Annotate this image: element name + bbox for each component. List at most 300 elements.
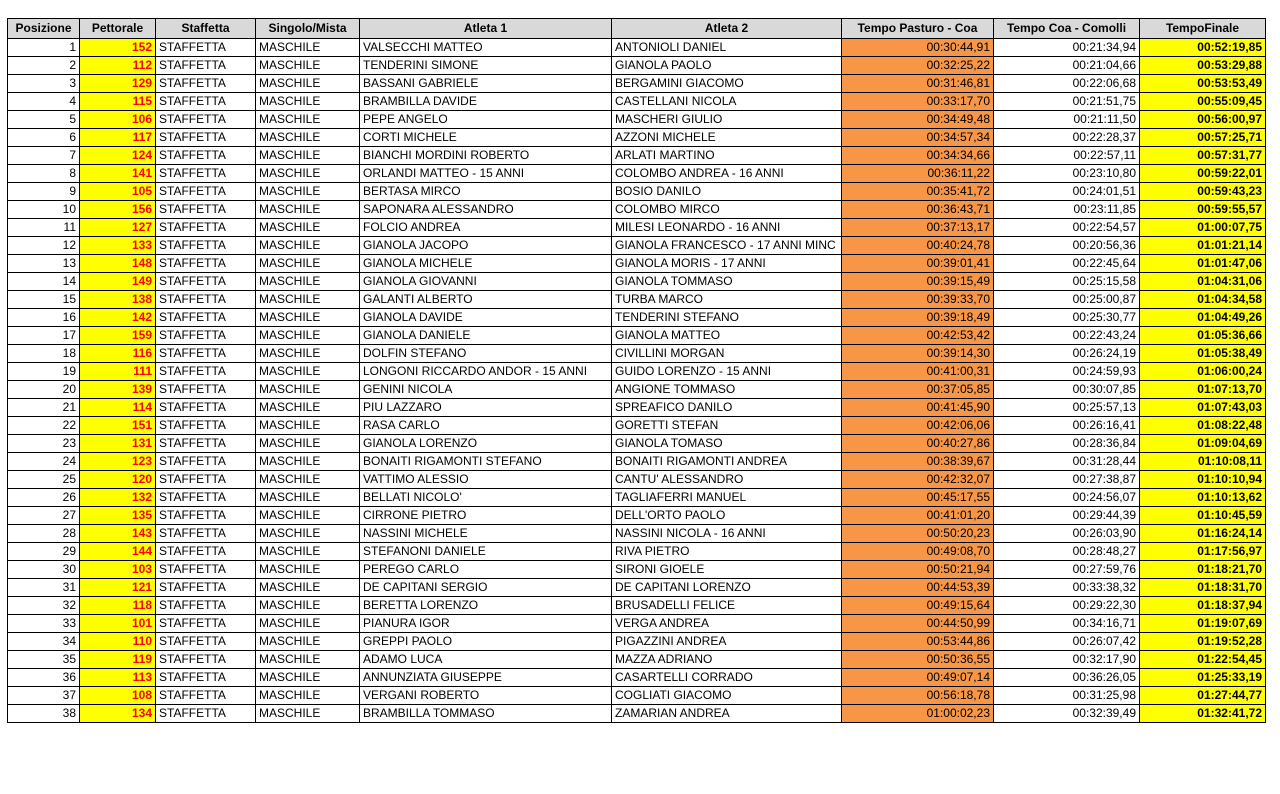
bib-cell[interactable]: 152	[80, 39, 156, 57]
leg2-time-cell[interactable]: 00:25:15,58	[994, 273, 1140, 291]
leg1-time-cell[interactable]: 00:49:15,64	[842, 597, 994, 615]
type-cell[interactable]: MASCHILE	[256, 273, 360, 291]
final-time-cell[interactable]: 01:25:33,19	[1140, 669, 1266, 687]
athlete1-cell[interactable]: GIANOLA DAVIDE	[360, 309, 612, 327]
final-time-cell[interactable]: 01:18:37,94	[1140, 597, 1266, 615]
athlete1-cell[interactable]: DE CAPITANI SERGIO	[360, 579, 612, 597]
category-cell[interactable]: STAFFETTA	[156, 453, 256, 471]
bib-cell[interactable]: 132	[80, 489, 156, 507]
category-cell[interactable]: STAFFETTA	[156, 57, 256, 75]
final-time-cell[interactable]: 00:56:00,97	[1140, 111, 1266, 129]
bib-cell[interactable]: 151	[80, 417, 156, 435]
bib-cell[interactable]: 105	[80, 183, 156, 201]
type-cell[interactable]: MASCHILE	[256, 345, 360, 363]
final-time-cell[interactable]: 01:10:10,94	[1140, 471, 1266, 489]
leg2-time-cell[interactable]: 00:26:24,19	[994, 345, 1140, 363]
category-cell[interactable]: STAFFETTA	[156, 327, 256, 345]
type-cell[interactable]: MASCHILE	[256, 507, 360, 525]
leg2-time-cell[interactable]: 00:27:38,87	[994, 471, 1140, 489]
position-cell[interactable]: 35	[8, 651, 80, 669]
bib-cell[interactable]: 142	[80, 309, 156, 327]
position-cell[interactable]: 23	[8, 435, 80, 453]
leg1-time-cell[interactable]: 00:35:41,72	[842, 183, 994, 201]
position-cell[interactable]: 6	[8, 129, 80, 147]
bib-cell[interactable]: 139	[80, 381, 156, 399]
athlete2-cell[interactable]: CASARTELLI CORRADO	[612, 669, 842, 687]
leg1-time-cell[interactable]: 00:40:27,86	[842, 435, 994, 453]
athlete1-cell[interactable]: BRAMBILLA DAVIDE	[360, 93, 612, 111]
type-cell[interactable]: MASCHILE	[256, 543, 360, 561]
final-time-cell[interactable]: 01:18:21,70	[1140, 561, 1266, 579]
leg1-time-cell[interactable]: 00:39:14,30	[842, 345, 994, 363]
category-cell[interactable]: STAFFETTA	[156, 471, 256, 489]
final-time-cell[interactable]: 01:10:13,62	[1140, 489, 1266, 507]
leg1-time-cell[interactable]: 00:39:18,49	[842, 309, 994, 327]
athlete1-cell[interactable]: GIANOLA JACOPO	[360, 237, 612, 255]
bib-cell[interactable]: 115	[80, 93, 156, 111]
final-time-cell[interactable]: 01:22:54,45	[1140, 651, 1266, 669]
header-final-time[interactable]: TempoFinale	[1140, 19, 1266, 39]
leg2-time-cell[interactable]: 00:25:00,87	[994, 291, 1140, 309]
category-cell[interactable]: STAFFETTA	[156, 579, 256, 597]
type-cell[interactable]: MASCHILE	[256, 39, 360, 57]
athlete1-cell[interactable]: PIANURA IGOR	[360, 615, 612, 633]
athlete2-cell[interactable]: RIVA PIETRO	[612, 543, 842, 561]
leg2-time-cell[interactable]: 00:33:38,32	[994, 579, 1140, 597]
final-time-cell[interactable]: 00:59:43,23	[1140, 183, 1266, 201]
bib-cell[interactable]: 113	[80, 669, 156, 687]
bib-cell[interactable]: 117	[80, 129, 156, 147]
header-leg2-time[interactable]: Tempo Coa - Comolli	[994, 19, 1140, 39]
category-cell[interactable]: STAFFETTA	[156, 237, 256, 255]
leg2-time-cell[interactable]: 00:22:28,37	[994, 129, 1140, 147]
position-cell[interactable]: 31	[8, 579, 80, 597]
category-cell[interactable]: STAFFETTA	[156, 525, 256, 543]
leg2-time-cell[interactable]: 00:31:25,98	[994, 687, 1140, 705]
type-cell[interactable]: MASCHILE	[256, 165, 360, 183]
category-cell[interactable]: STAFFETTA	[156, 507, 256, 525]
category-cell[interactable]: STAFFETTA	[156, 111, 256, 129]
athlete2-cell[interactable]: ARLATI MARTINO	[612, 147, 842, 165]
position-cell[interactable]: 13	[8, 255, 80, 273]
category-cell[interactable]: STAFFETTA	[156, 39, 256, 57]
position-cell[interactable]: 15	[8, 291, 80, 309]
category-cell[interactable]: STAFFETTA	[156, 435, 256, 453]
bib-cell[interactable]: 124	[80, 147, 156, 165]
type-cell[interactable]: MASCHILE	[256, 651, 360, 669]
leg2-time-cell[interactable]: 00:28:36,84	[994, 435, 1140, 453]
athlete1-cell[interactable]: BELLATI NICOLO'	[360, 489, 612, 507]
athlete2-cell[interactable]: ANGIONE TOMMASO	[612, 381, 842, 399]
athlete1-cell[interactable]: PEREGO CARLO	[360, 561, 612, 579]
leg1-time-cell[interactable]: 00:30:44,91	[842, 39, 994, 57]
type-cell[interactable]: MASCHILE	[256, 597, 360, 615]
leg1-time-cell[interactable]: 00:34:57,34	[842, 129, 994, 147]
category-cell[interactable]: STAFFETTA	[156, 561, 256, 579]
athlete2-cell[interactable]: DELL'ORTO PAOLO	[612, 507, 842, 525]
leg1-time-cell[interactable]: 00:39:33,70	[842, 291, 994, 309]
bib-cell[interactable]: 112	[80, 57, 156, 75]
leg2-time-cell[interactable]: 00:23:10,80	[994, 165, 1140, 183]
final-time-cell[interactable]: 01:04:49,26	[1140, 309, 1266, 327]
bib-cell[interactable]: 141	[80, 165, 156, 183]
bib-cell[interactable]: 114	[80, 399, 156, 417]
bib-cell[interactable]: 129	[80, 75, 156, 93]
athlete1-cell[interactable]: LONGONI RICCARDO ANDOR - 15 ANNI	[360, 363, 612, 381]
athlete2-cell[interactable]: SIRONI GIOELE	[612, 561, 842, 579]
final-time-cell[interactable]: 01:06:00,24	[1140, 363, 1266, 381]
position-cell[interactable]: 8	[8, 165, 80, 183]
final-time-cell[interactable]: 01:19:52,28	[1140, 633, 1266, 651]
athlete1-cell[interactable]: VERGANI ROBERTO	[360, 687, 612, 705]
bib-cell[interactable]: 133	[80, 237, 156, 255]
athlete1-cell[interactable]: GIANOLA GIOVANNI	[360, 273, 612, 291]
bib-cell[interactable]: 143	[80, 525, 156, 543]
leg2-time-cell[interactable]: 00:28:48,27	[994, 543, 1140, 561]
position-cell[interactable]: 29	[8, 543, 80, 561]
athlete1-cell[interactable]: BERTASA MIRCO	[360, 183, 612, 201]
header-athlete1[interactable]: Atleta 1	[360, 19, 612, 39]
athlete2-cell[interactable]: BRUSADELLI FELICE	[612, 597, 842, 615]
leg1-time-cell[interactable]: 00:39:15,49	[842, 273, 994, 291]
bib-cell[interactable]: 134	[80, 705, 156, 723]
athlete1-cell[interactable]: NASSINI MICHELE	[360, 525, 612, 543]
bib-cell[interactable]: 108	[80, 687, 156, 705]
athlete2-cell[interactable]: COLOMBO MIRCO	[612, 201, 842, 219]
final-time-cell[interactable]: 00:55:09,45	[1140, 93, 1266, 111]
bib-cell[interactable]: 135	[80, 507, 156, 525]
leg2-time-cell[interactable]: 00:29:44,39	[994, 507, 1140, 525]
final-time-cell[interactable]: 01:05:38,49	[1140, 345, 1266, 363]
leg2-time-cell[interactable]: 00:22:45,64	[994, 255, 1140, 273]
position-cell[interactable]: 37	[8, 687, 80, 705]
athlete1-cell[interactable]: GENINI NICOLA	[360, 381, 612, 399]
category-cell[interactable]: STAFFETTA	[156, 219, 256, 237]
final-time-cell[interactable]: 01:07:13,70	[1140, 381, 1266, 399]
type-cell[interactable]: MASCHILE	[256, 111, 360, 129]
athlete1-cell[interactable]: STEFANONI DANIELE	[360, 543, 612, 561]
final-time-cell[interactable]: 01:07:43,03	[1140, 399, 1266, 417]
bib-cell[interactable]: 101	[80, 615, 156, 633]
leg1-time-cell[interactable]: 00:50:21,94	[842, 561, 994, 579]
athlete1-cell[interactable]: PEPE ANGELO	[360, 111, 612, 129]
header-type[interactable]: Singolo/Mista	[256, 19, 360, 39]
bib-cell[interactable]: 110	[80, 633, 156, 651]
leg2-time-cell[interactable]: 00:31:28,44	[994, 453, 1140, 471]
position-cell[interactable]: 20	[8, 381, 80, 399]
category-cell[interactable]: STAFFETTA	[156, 201, 256, 219]
athlete2-cell[interactable]: TENDERINI STEFANO	[612, 309, 842, 327]
leg1-time-cell[interactable]: 00:41:01,20	[842, 507, 994, 525]
bib-cell[interactable]: 131	[80, 435, 156, 453]
athlete2-cell[interactable]: BONAITI RIGAMONTI ANDREA	[612, 453, 842, 471]
position-cell[interactable]: 9	[8, 183, 80, 201]
type-cell[interactable]: MASCHILE	[256, 633, 360, 651]
leg1-time-cell[interactable]: 00:42:53,42	[842, 327, 994, 345]
category-cell[interactable]: STAFFETTA	[156, 255, 256, 273]
position-cell[interactable]: 32	[8, 597, 80, 615]
athlete2-cell[interactable]: TURBA MARCO	[612, 291, 842, 309]
final-time-cell[interactable]: 01:17:56,97	[1140, 543, 1266, 561]
bib-cell[interactable]: 123	[80, 453, 156, 471]
category-cell[interactable]: STAFFETTA	[156, 273, 256, 291]
category-cell[interactable]: STAFFETTA	[156, 93, 256, 111]
leg1-time-cell[interactable]: 00:31:46,81	[842, 75, 994, 93]
position-cell[interactable]: 2	[8, 57, 80, 75]
final-time-cell[interactable]: 01:27:44,77	[1140, 687, 1266, 705]
athlete2-cell[interactable]: NASSINI NICOLA - 16 ANNI	[612, 525, 842, 543]
type-cell[interactable]: MASCHILE	[256, 219, 360, 237]
leg1-time-cell[interactable]: 00:38:39,67	[842, 453, 994, 471]
athlete2-cell[interactable]: GIANOLA MATTEO	[612, 327, 842, 345]
athlete2-cell[interactable]: GORETTI STEFAN	[612, 417, 842, 435]
bib-cell[interactable]: 103	[80, 561, 156, 579]
category-cell[interactable]: STAFFETTA	[156, 363, 256, 381]
type-cell[interactable]: MASCHILE	[256, 183, 360, 201]
category-cell[interactable]: STAFFETTA	[156, 687, 256, 705]
final-time-cell[interactable]: 01:00:07,75	[1140, 219, 1266, 237]
leg2-time-cell[interactable]: 00:32:39,49	[994, 705, 1140, 723]
position-cell[interactable]: 33	[8, 615, 80, 633]
leg1-time-cell[interactable]: 00:49:08,70	[842, 543, 994, 561]
final-time-cell[interactable]: 01:10:08,11	[1140, 453, 1266, 471]
athlete2-cell[interactable]: MAZZA ADRIANO	[612, 651, 842, 669]
leg2-time-cell[interactable]: 00:36:26,05	[994, 669, 1140, 687]
bib-cell[interactable]: 111	[80, 363, 156, 381]
athlete2-cell[interactable]: SPREAFICO DANILO	[612, 399, 842, 417]
bib-cell[interactable]: 118	[80, 597, 156, 615]
type-cell[interactable]: MASCHILE	[256, 57, 360, 75]
leg1-time-cell[interactable]: 00:45:17,55	[842, 489, 994, 507]
final-time-cell[interactable]: 01:16:24,14	[1140, 525, 1266, 543]
position-cell[interactable]: 14	[8, 273, 80, 291]
leg2-time-cell[interactable]: 00:29:22,30	[994, 597, 1140, 615]
category-cell[interactable]: STAFFETTA	[156, 399, 256, 417]
athlete1-cell[interactable]: ORLANDI MATTEO - 15 ANNI	[360, 165, 612, 183]
leg1-time-cell[interactable]: 00:53:44,86	[842, 633, 994, 651]
bib-cell[interactable]: 149	[80, 273, 156, 291]
leg2-time-cell[interactable]: 00:26:16,41	[994, 417, 1140, 435]
athlete1-cell[interactable]: TENDERINI SIMONE	[360, 57, 612, 75]
bib-cell[interactable]: 106	[80, 111, 156, 129]
position-cell[interactable]: 22	[8, 417, 80, 435]
type-cell[interactable]: MASCHILE	[256, 615, 360, 633]
bib-cell[interactable]: 116	[80, 345, 156, 363]
athlete1-cell[interactable]: FOLCIO ANDREA	[360, 219, 612, 237]
athlete2-cell[interactable]: CIVILLINI MORGAN	[612, 345, 842, 363]
type-cell[interactable]: MASCHILE	[256, 561, 360, 579]
position-cell[interactable]: 1	[8, 39, 80, 57]
athlete1-cell[interactable]: BIANCHI MORDINI ROBERTO	[360, 147, 612, 165]
type-cell[interactable]: MASCHILE	[256, 93, 360, 111]
type-cell[interactable]: MASCHILE	[256, 669, 360, 687]
position-cell[interactable]: 3	[8, 75, 80, 93]
category-cell[interactable]: STAFFETTA	[156, 381, 256, 399]
type-cell[interactable]: MASCHILE	[256, 417, 360, 435]
position-cell[interactable]: 18	[8, 345, 80, 363]
final-time-cell[interactable]: 00:59:55,57	[1140, 201, 1266, 219]
type-cell[interactable]: MASCHILE	[256, 687, 360, 705]
final-time-cell[interactable]: 01:08:22,48	[1140, 417, 1266, 435]
leg2-time-cell[interactable]: 00:27:59,76	[994, 561, 1140, 579]
type-cell[interactable]: MASCHILE	[256, 75, 360, 93]
category-cell[interactable]: STAFFETTA	[156, 615, 256, 633]
final-time-cell[interactable]: 00:53:53,49	[1140, 75, 1266, 93]
final-time-cell[interactable]: 01:10:45,59	[1140, 507, 1266, 525]
leg2-time-cell[interactable]: 00:24:56,07	[994, 489, 1140, 507]
type-cell[interactable]: MASCHILE	[256, 489, 360, 507]
category-cell[interactable]: STAFFETTA	[156, 489, 256, 507]
athlete1-cell[interactable]: ANNUNZIATA GIUSEPPE	[360, 669, 612, 687]
type-cell[interactable]: MASCHILE	[256, 309, 360, 327]
position-cell[interactable]: 28	[8, 525, 80, 543]
leg1-time-cell[interactable]: 01:00:02,23	[842, 705, 994, 723]
position-cell[interactable]: 12	[8, 237, 80, 255]
athlete2-cell[interactable]: VERGA ANDREA	[612, 615, 842, 633]
type-cell[interactable]: MASCHILE	[256, 579, 360, 597]
leg1-time-cell[interactable]: 00:36:11,22	[842, 165, 994, 183]
leg1-time-cell[interactable]: 00:42:06,06	[842, 417, 994, 435]
leg1-time-cell[interactable]: 00:34:34,66	[842, 147, 994, 165]
leg2-time-cell[interactable]: 00:34:16,71	[994, 615, 1140, 633]
final-time-cell[interactable]: 00:53:29,88	[1140, 57, 1266, 75]
position-cell[interactable]: 21	[8, 399, 80, 417]
athlete2-cell[interactable]: GIANOLA PAOLO	[612, 57, 842, 75]
final-time-cell[interactable]: 01:05:36,66	[1140, 327, 1266, 345]
category-cell[interactable]: STAFFETTA	[156, 705, 256, 723]
leg1-time-cell[interactable]: 00:56:18,78	[842, 687, 994, 705]
type-cell[interactable]: MASCHILE	[256, 453, 360, 471]
leg2-time-cell[interactable]: 00:22:43,24	[994, 327, 1140, 345]
position-cell[interactable]: 19	[8, 363, 80, 381]
final-time-cell[interactable]: 01:18:31,70	[1140, 579, 1266, 597]
position-cell[interactable]: 4	[8, 93, 80, 111]
leg1-time-cell[interactable]: 00:32:25,22	[842, 57, 994, 75]
leg1-time-cell[interactable]: 00:41:00,31	[842, 363, 994, 381]
leg1-time-cell[interactable]: 00:50:36,55	[842, 651, 994, 669]
leg2-time-cell[interactable]: 00:30:07,85	[994, 381, 1140, 399]
type-cell[interactable]: MASCHILE	[256, 363, 360, 381]
bib-cell[interactable]: 159	[80, 327, 156, 345]
leg2-time-cell[interactable]: 00:22:57,11	[994, 147, 1140, 165]
final-time-cell[interactable]: 01:04:34,58	[1140, 291, 1266, 309]
athlete1-cell[interactable]: BERETTA LORENZO	[360, 597, 612, 615]
type-cell[interactable]: MASCHILE	[256, 435, 360, 453]
bib-cell[interactable]: 148	[80, 255, 156, 273]
category-cell[interactable]: STAFFETTA	[156, 147, 256, 165]
bib-cell[interactable]: 144	[80, 543, 156, 561]
leg2-time-cell[interactable]: 00:24:59,93	[994, 363, 1140, 381]
type-cell[interactable]: MASCHILE	[256, 291, 360, 309]
position-cell[interactable]: 10	[8, 201, 80, 219]
leg2-time-cell[interactable]: 00:21:04,66	[994, 57, 1140, 75]
position-cell[interactable]: 26	[8, 489, 80, 507]
type-cell[interactable]: MASCHILE	[256, 399, 360, 417]
category-cell[interactable]: STAFFETTA	[156, 75, 256, 93]
leg1-time-cell[interactable]: 00:36:43,71	[842, 201, 994, 219]
final-time-cell[interactable]: 00:57:31,77	[1140, 147, 1266, 165]
bib-cell[interactable]: 156	[80, 201, 156, 219]
athlete2-cell[interactable]: BOSIO DANILO	[612, 183, 842, 201]
position-cell[interactable]: 34	[8, 633, 80, 651]
leg2-time-cell[interactable]: 00:22:06,68	[994, 75, 1140, 93]
final-time-cell[interactable]: 00:52:19,85	[1140, 39, 1266, 57]
leg1-time-cell[interactable]: 00:33:17,70	[842, 93, 994, 111]
position-cell[interactable]: 38	[8, 705, 80, 723]
athlete1-cell[interactable]: PIU LAZZARO	[360, 399, 612, 417]
athlete1-cell[interactable]: VATTIMO ALESSIO	[360, 471, 612, 489]
category-cell[interactable]: STAFFETTA	[156, 129, 256, 147]
athlete1-cell[interactable]: CIRRONE PIETRO	[360, 507, 612, 525]
bib-cell[interactable]: 127	[80, 219, 156, 237]
athlete1-cell[interactable]: BASSANI GABRIELE	[360, 75, 612, 93]
athlete2-cell[interactable]: MILESI LEONARDO - 16 ANNI	[612, 219, 842, 237]
athlete1-cell[interactable]: GALANTI ALBERTO	[360, 291, 612, 309]
athlete2-cell[interactable]: COGLIATI GIACOMO	[612, 687, 842, 705]
leg1-time-cell[interactable]: 00:39:01,41	[842, 255, 994, 273]
type-cell[interactable]: MASCHILE	[256, 381, 360, 399]
type-cell[interactable]: MASCHILE	[256, 237, 360, 255]
leg1-time-cell[interactable]: 00:41:45,90	[842, 399, 994, 417]
category-cell[interactable]: STAFFETTA	[156, 291, 256, 309]
athlete1-cell[interactable]: BRAMBILLA TOMMASO	[360, 705, 612, 723]
athlete1-cell[interactable]: CORTI MICHELE	[360, 129, 612, 147]
leg1-time-cell[interactable]: 00:40:24,78	[842, 237, 994, 255]
position-cell[interactable]: 25	[8, 471, 80, 489]
final-time-cell[interactable]: 01:19:07,69	[1140, 615, 1266, 633]
type-cell[interactable]: MASCHILE	[256, 471, 360, 489]
header-position[interactable]: Posizione	[8, 19, 80, 39]
athlete1-cell[interactable]: GIANOLA MICHELE	[360, 255, 612, 273]
header-category[interactable]: Staffetta	[156, 19, 256, 39]
category-cell[interactable]: STAFFETTA	[156, 651, 256, 669]
category-cell[interactable]: STAFFETTA	[156, 345, 256, 363]
athlete2-cell[interactable]: BERGAMINI GIACOMO	[612, 75, 842, 93]
athlete2-cell[interactable]: DE CAPITANI LORENZO	[612, 579, 842, 597]
athlete1-cell[interactable]: GREPPI PAOLO	[360, 633, 612, 651]
header-leg1-time[interactable]: Tempo Pasturo - Coa	[842, 19, 994, 39]
leg1-time-cell[interactable]: 00:49:07,14	[842, 669, 994, 687]
category-cell[interactable]: STAFFETTA	[156, 183, 256, 201]
leg2-time-cell[interactable]: 00:20:56,36	[994, 237, 1140, 255]
leg2-time-cell[interactable]: 00:24:01,51	[994, 183, 1140, 201]
position-cell[interactable]: 17	[8, 327, 80, 345]
category-cell[interactable]: STAFFETTA	[156, 543, 256, 561]
athlete2-cell[interactable]: AZZONI MICHELE	[612, 129, 842, 147]
leg2-time-cell[interactable]: 00:21:11,50	[994, 111, 1140, 129]
type-cell[interactable]: MASCHILE	[256, 327, 360, 345]
athlete2-cell[interactable]: CANTU' ALESSANDRO	[612, 471, 842, 489]
type-cell[interactable]: MASCHILE	[256, 525, 360, 543]
position-cell[interactable]: 30	[8, 561, 80, 579]
leg1-time-cell[interactable]: 00:37:13,17	[842, 219, 994, 237]
athlete2-cell[interactable]: GIANOLA TOMMASO	[612, 273, 842, 291]
position-cell[interactable]: 16	[8, 309, 80, 327]
leg1-time-cell[interactable]: 00:34:49,48	[842, 111, 994, 129]
position-cell[interactable]: 27	[8, 507, 80, 525]
athlete2-cell[interactable]: TAGLIAFERRI MANUEL	[612, 489, 842, 507]
leg2-time-cell[interactable]: 00:21:34,94	[994, 39, 1140, 57]
athlete1-cell[interactable]: DOLFIN STEFANO	[360, 345, 612, 363]
athlete1-cell[interactable]: GIANOLA LORENZO	[360, 435, 612, 453]
position-cell[interactable]: 24	[8, 453, 80, 471]
athlete2-cell[interactable]: GIANOLA MORIS - 17 ANNI	[612, 255, 842, 273]
leg2-time-cell[interactable]: 00:25:30,77	[994, 309, 1140, 327]
athlete1-cell[interactable]: BONAITI RIGAMONTI STEFANO	[360, 453, 612, 471]
final-time-cell[interactable]: 01:01:21,14	[1140, 237, 1266, 255]
category-cell[interactable]: STAFFETTA	[156, 417, 256, 435]
position-cell[interactable]: 5	[8, 111, 80, 129]
